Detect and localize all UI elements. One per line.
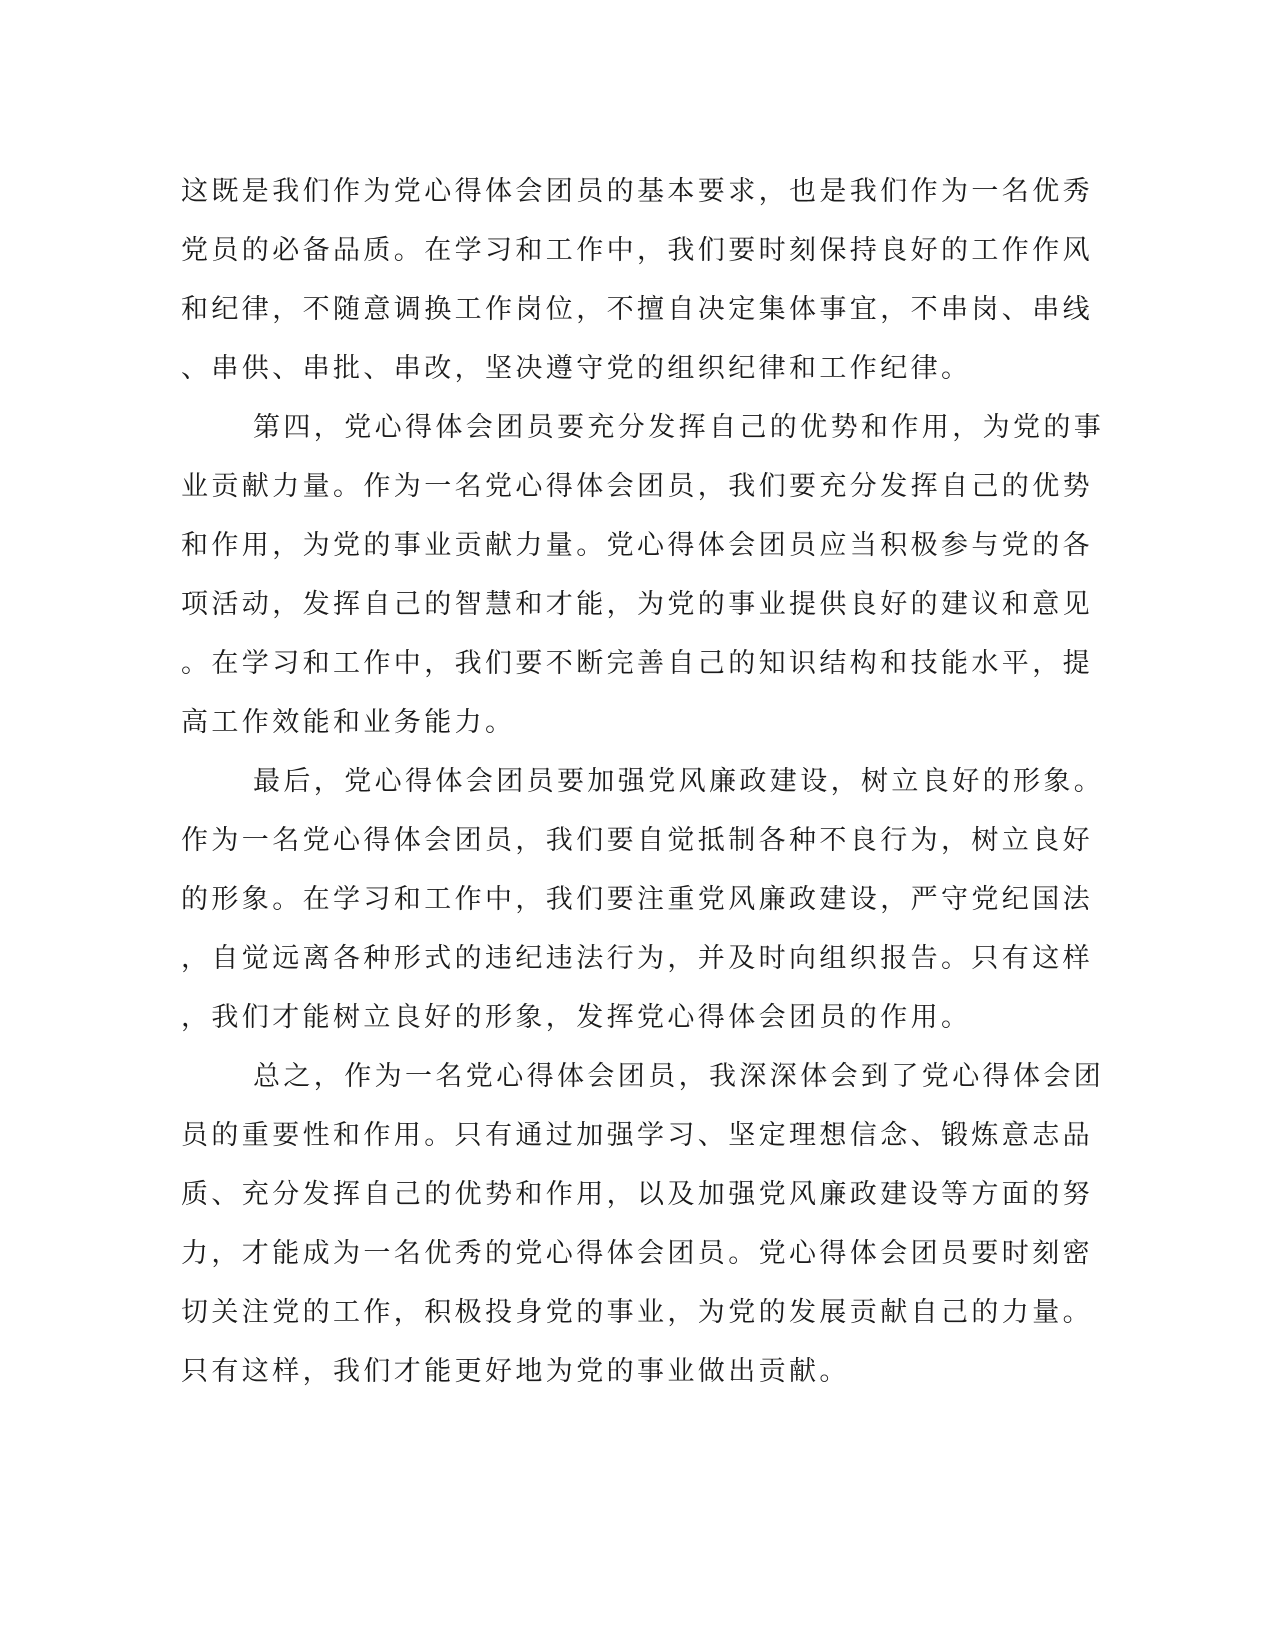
text-line: 高工作效能和业务能力。	[181, 707, 516, 738]
text-line: 这既是我们作为党心得体会团员的基本要求，也是我们作为一名优秀	[181, 176, 1093, 207]
text-line: 作为一名党心得体会团员，我们要自觉抵制各种不良行为，树立良好	[181, 825, 1093, 856]
text-line: 和纪律，不随意调换工作岗位，不擅自决定集体事宜，不串岗、串线	[181, 294, 1093, 325]
paragraph-3	[181, 752, 1105, 1047]
text-line: 力，才能成为一名优秀的党心得体会团员。党心得体会团员要时刻密	[181, 1238, 1093, 1269]
text-line: 、串供、串批、串改，坚决遵守党的组织纪律和工作纪律。	[181, 353, 972, 384]
paragraph-1	[181, 162, 1093, 398]
text-line: 切关注党的工作，积极投身党的事业，为党的发展贡献自己的力量。	[181, 1297, 1093, 1328]
text-line: 质、充分发挥自己的优势和作用，以及加强党风廉政建设等方面的努	[181, 1179, 1093, 1210]
text-line: 总之，作为一名党心得体会团员，我深深体会到了党心得体会团	[253, 1061, 1105, 1092]
text-line: 。在学习和工作中，我们要不断完善自己的知识结构和技能水平，提	[181, 648, 1093, 679]
text-line: ，我们才能树立良好的形象，发挥党心得体会团员的作用。	[181, 1002, 972, 1033]
text-line: 项活动，发挥自己的智慧和才能，为党的事业提供良好的建议和意见	[181, 589, 1093, 620]
text-line: 党员的必备品质。在学习和工作中，我们要时刻保持良好的工作作风	[181, 235, 1093, 266]
text-line: 第四，党心得体会团员要充分发挥自己的优势和作用，为党的事	[253, 412, 1105, 443]
text-line: 只有这样，我们才能更好地为党的事业做出贡献。	[181, 1356, 850, 1387]
text-line: 的形象。在学习和工作中，我们要注重党风廉政建设，严守党纪国法	[181, 884, 1093, 915]
text-line: 最后，党心得体会团员要加强党风廉政建设，树立良好的形象。	[253, 766, 1105, 797]
text-line: ，自觉远离各种形式的违纪违法行为，并及时向组织报告。只有这样	[181, 943, 1093, 974]
document-body	[181, 162, 1105, 1401]
paragraph-2	[181, 398, 1105, 752]
text-line: 业贡献力量。作为一名党心得体会团员，我们要充分发挥自己的优势	[181, 471, 1093, 502]
text-line: 和作用，为党的事业贡献力量。党心得体会团员应当积极参与党的各	[181, 530, 1093, 561]
paragraph-4	[181, 1047, 1105, 1401]
text-line: 员的重要性和作用。只有通过加强学习、坚定理想信念、锻炼意志品	[181, 1120, 1093, 1151]
